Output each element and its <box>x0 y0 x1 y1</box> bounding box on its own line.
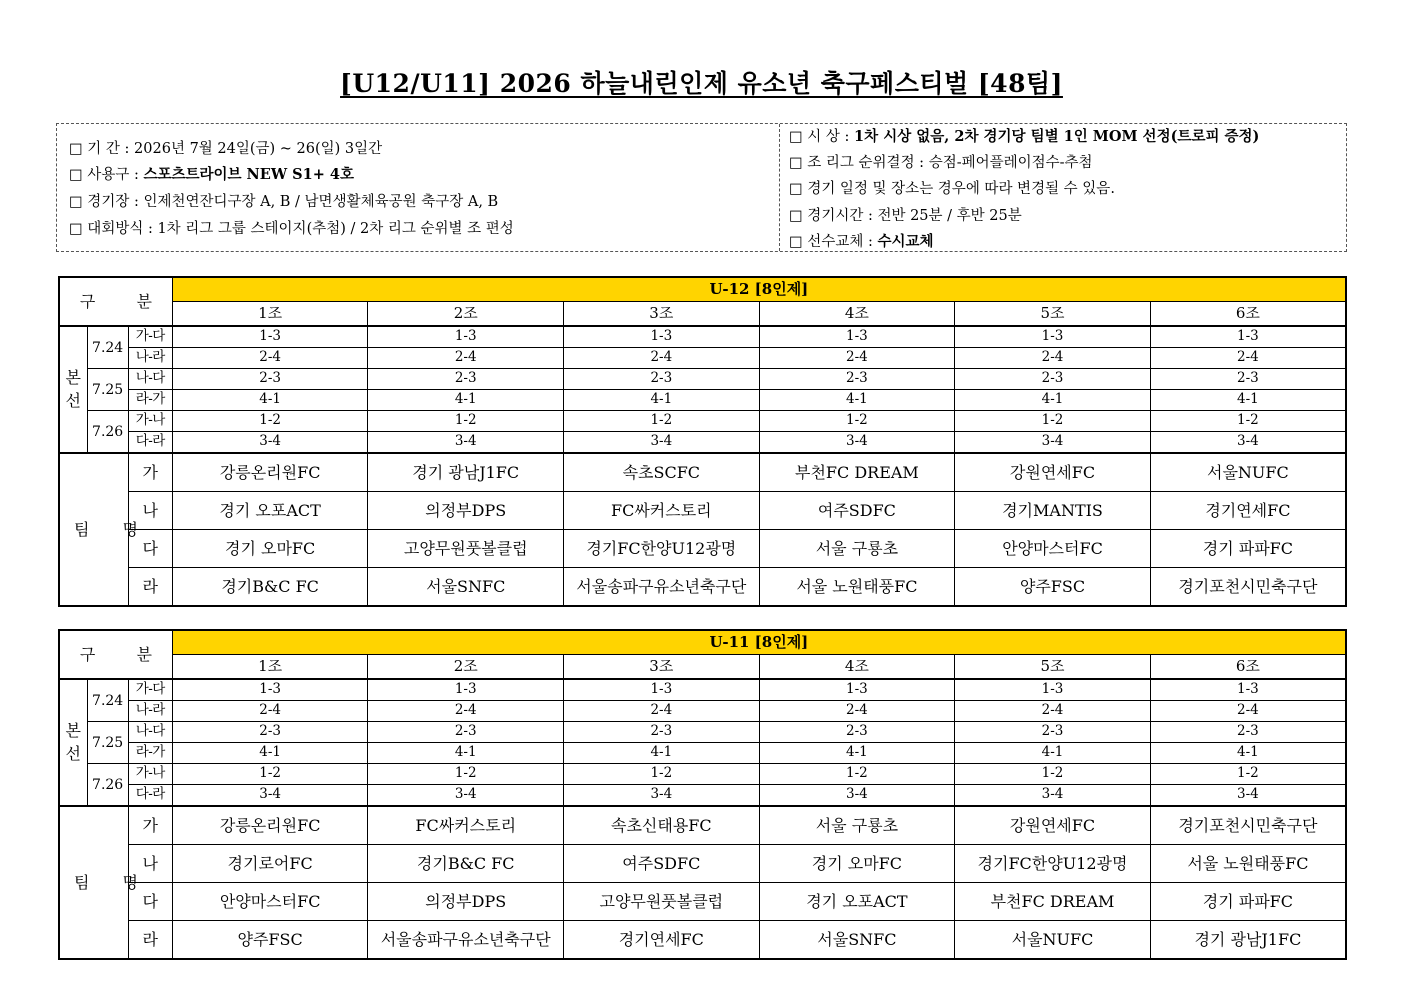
team-letter: 라 <box>128 921 172 960</box>
gubun-header: 구 분 <box>59 630 172 679</box>
team-name: 의정부DPS <box>368 492 564 530</box>
gubun-header: 구 분 <box>59 277 172 326</box>
match-score: 3-4 <box>368 785 564 807</box>
match-pair: 라-가 <box>128 390 172 411</box>
info-value: 승점-페어플레이점수-추첨 <box>928 155 1093 171</box>
match-score: 2-4 <box>955 701 1151 722</box>
match-score: 2-3 <box>172 369 368 390</box>
match-pair: 다-라 <box>128 432 172 454</box>
info-label: □ 경기시간 : <box>789 208 878 224</box>
info-line <box>789 230 933 251</box>
team-name: 경기 오마FC <box>759 845 955 883</box>
team-name: 경기포천시민축구단 <box>1150 806 1346 845</box>
match-score: 1-2 <box>564 411 760 432</box>
info-line <box>789 204 1022 225</box>
info-label: □ 대회방식 : <box>69 221 158 237</box>
info-value: 전반 25분 / 후반 25분 <box>877 208 1022 224</box>
info-label: □ 조 리그 순위결정 : <box>789 155 929 171</box>
match-score: 1-3 <box>368 679 564 701</box>
match-pair: 가-나 <box>128 764 172 785</box>
match-score: 1-2 <box>1150 764 1346 785</box>
match-score: 1-2 <box>955 411 1151 432</box>
match-score: 2-4 <box>172 348 368 369</box>
match-score: 2-4 <box>564 701 760 722</box>
match-score: 2-3 <box>955 722 1151 743</box>
u11-schedule-table <box>58 629 1347 960</box>
match-score: 4-1 <box>1150 743 1346 764</box>
match-score: 2-3 <box>368 722 564 743</box>
page-title: [U12/U11] 2026 하늘내린인제 유소년 축구페스티벌 [48팀] <box>340 69 1063 98</box>
match-score: 1-2 <box>955 764 1151 785</box>
match-score: 3-4 <box>955 785 1151 807</box>
match-score: 1-3 <box>955 326 1151 348</box>
match-score: 1-2 <box>759 411 955 432</box>
team-name: 경기 오포ACT <box>759 883 955 921</box>
division-header: U-11 [8인제] <box>172 630 1346 655</box>
match-score: 2-3 <box>759 369 955 390</box>
team-letter: 나 <box>128 492 172 530</box>
team-name: 양주FSC <box>955 568 1151 607</box>
match-score: 2-3 <box>1150 722 1346 743</box>
team-name: 경기 파파FC <box>1150 883 1346 921</box>
team-name: 경기연세FC <box>564 921 760 960</box>
team-name: 경기 광남J1FC <box>1150 921 1346 960</box>
group-header: 3조 <box>564 302 760 327</box>
info-box <box>56 123 1347 252</box>
team-name: 경기FC한양U12광명 <box>955 845 1151 883</box>
info-label: □ <box>789 181 808 197</box>
info-divider <box>779 124 780 251</box>
match-score: 2-4 <box>368 701 564 722</box>
match-score: 2-4 <box>1150 701 1346 722</box>
match-score: 3-4 <box>564 785 760 807</box>
match-score: 2-3 <box>955 369 1151 390</box>
team-name: 경기연세FC <box>1150 492 1346 530</box>
match-score: 3-4 <box>955 432 1151 454</box>
match-score: 3-4 <box>172 432 368 454</box>
team-name: 서울NUFC <box>955 921 1151 960</box>
group-header: 4조 <box>759 655 955 680</box>
team-name: 서울NUFC <box>1150 453 1346 492</box>
match-pair: 다-라 <box>128 785 172 807</box>
match-score: 4-1 <box>759 390 955 411</box>
info-value: 1차 리그 그룹 스테이지(추첨) / 2차 리그 순위별 조 편성 <box>157 221 514 237</box>
match-date: 7.24 <box>87 326 128 369</box>
info-label: □ 경기장 : <box>69 194 144 210</box>
group-header: 2조 <box>368 655 564 680</box>
team-letter: 나 <box>128 845 172 883</box>
group-header: 6조 <box>1150 655 1346 680</box>
match-score: 1-2 <box>1150 411 1346 432</box>
info-line <box>69 137 382 158</box>
match-score: 3-4 <box>1150 785 1346 807</box>
team-name: 서울송파구유소년축구단 <box>564 568 760 607</box>
match-score: 4-1 <box>172 390 368 411</box>
info-value: 인제천연잔디구장 A, B / 남면생활체육공원 축구장 A, B <box>143 194 499 210</box>
team-name: 강릉온리원FC <box>172 806 368 845</box>
match-score: 2-3 <box>759 722 955 743</box>
team-name-label: 팀 명 <box>59 806 128 959</box>
team-name: 양주FSC <box>172 921 368 960</box>
match-score: 1-3 <box>564 326 760 348</box>
team-name: 고양무원풋볼클럽 <box>564 883 760 921</box>
team-name: FC싸커스토리 <box>368 806 564 845</box>
team-name: 강릉온리원FC <box>172 453 368 492</box>
match-score: 3-4 <box>759 432 955 454</box>
group-header: 4조 <box>759 302 955 327</box>
match-score: 2-4 <box>564 348 760 369</box>
match-score: 2-3 <box>564 369 760 390</box>
match-score: 3-4 <box>1150 432 1346 454</box>
match-date: 7.25 <box>87 722 128 764</box>
info-label: □ 선수교체 : <box>789 234 878 250</box>
match-score: 4-1 <box>955 743 1151 764</box>
match-pair: 나-라 <box>128 701 172 722</box>
team-name: 경기MANTIS <box>955 492 1151 530</box>
match-score: 3-4 <box>172 785 368 807</box>
group-header: 1조 <box>172 655 368 680</box>
team-name: 경기 오포ACT <box>172 492 368 530</box>
team-name: 의정부DPS <box>368 883 564 921</box>
team-name: 안양마스터FC <box>172 883 368 921</box>
match-score: 4-1 <box>955 390 1151 411</box>
match-score: 4-1 <box>368 390 564 411</box>
group-header: 3조 <box>564 655 760 680</box>
match-score: 1-3 <box>172 679 368 701</box>
info-label: □ 기 간 : <box>69 141 135 157</box>
team-name-label: 팀 명 <box>59 453 128 606</box>
match-score: 4-1 <box>564 390 760 411</box>
team-letter: 다 <box>128 883 172 921</box>
bonseon-label: 본 선 <box>59 326 87 453</box>
group-header: 5조 <box>955 655 1151 680</box>
team-name: 부천FC DREAM <box>759 453 955 492</box>
match-date: 7.24 <box>87 679 128 722</box>
group-header: 6조 <box>1150 302 1346 327</box>
u12-schedule-table <box>58 276 1347 607</box>
match-score: 2-3 <box>172 722 368 743</box>
group-header: 5조 <box>955 302 1151 327</box>
match-date: 7.26 <box>87 411 128 454</box>
team-letter: 가 <box>128 453 172 492</box>
match-score: 1-2 <box>759 764 955 785</box>
team-name: 속초신태용FC <box>564 806 760 845</box>
match-score: 2-3 <box>1150 369 1346 390</box>
team-name: 서울SNFC <box>368 568 564 607</box>
match-score: 3-4 <box>564 432 760 454</box>
match-score: 4-1 <box>1150 390 1346 411</box>
team-name: 속초SCFC <box>564 453 760 492</box>
match-score: 3-4 <box>368 432 564 454</box>
info-value: 스포츠트라이브 NEW S1+ 4호 <box>143 166 355 183</box>
match-pair: 가-다 <box>128 326 172 348</box>
team-name: 강원연세FC <box>955 453 1151 492</box>
team-name: 경기 광남J1FC <box>368 453 564 492</box>
team-name: 서울 구룡초 <box>759 530 955 568</box>
match-pair: 라-가 <box>128 743 172 764</box>
match-score: 1-3 <box>368 326 564 348</box>
match-score: 1-3 <box>1150 679 1346 701</box>
info-line <box>69 190 498 211</box>
team-name: 경기FC한양U12광명 <box>564 530 760 568</box>
match-score: 4-1 <box>759 743 955 764</box>
group-header: 1조 <box>172 302 368 327</box>
team-name: 안양마스터FC <box>955 530 1151 568</box>
team-letter: 다 <box>128 530 172 568</box>
match-score: 1-3 <box>564 679 760 701</box>
match-pair: 나-다 <box>128 722 172 743</box>
match-score: 1-2 <box>368 411 564 432</box>
match-score: 3-4 <box>759 785 955 807</box>
team-name: 서울송파구유소년축구단 <box>368 921 564 960</box>
team-letter: 라 <box>128 568 172 607</box>
match-score: 4-1 <box>368 743 564 764</box>
info-value: 1차 시상 없음, 2차 경기당 팀별 1인 MOM 선정(트로피 증정) <box>854 128 1260 145</box>
match-date: 7.25 <box>87 369 128 411</box>
match-score: 1-3 <box>955 679 1151 701</box>
match-pair: 나-라 <box>128 348 172 369</box>
match-score: 4-1 <box>172 743 368 764</box>
team-name: 고양무원풋볼클럽 <box>368 530 564 568</box>
team-name: 경기 오마FC <box>172 530 368 568</box>
team-name: 경기포천시민축구단 <box>1150 568 1346 607</box>
team-name: 부천FC DREAM <box>955 883 1151 921</box>
info-line <box>789 151 1093 172</box>
info-line <box>69 217 514 238</box>
match-score: 1-3 <box>759 326 955 348</box>
match-pair: 가-다 <box>128 679 172 701</box>
match-score: 2-4 <box>1150 348 1346 369</box>
team-name: 서울 노원태풍FC <box>759 568 955 607</box>
match-score: 1-3 <box>172 326 368 348</box>
team-name: 서울 구룡초 <box>759 806 955 845</box>
match-date: 7.26 <box>87 764 128 807</box>
match-score: 2-4 <box>759 348 955 369</box>
match-score: 1-2 <box>564 764 760 785</box>
match-score: 1-2 <box>172 764 368 785</box>
info-label: □ 시 상 : <box>789 129 855 145</box>
team-name: 서울 노원태풍FC <box>1150 845 1346 883</box>
match-score: 2-3 <box>368 369 564 390</box>
match-score: 1-2 <box>172 411 368 432</box>
info-value: 수시교체 <box>877 233 934 250</box>
match-score: 4-1 <box>564 743 760 764</box>
team-name: 여주SDFC <box>564 845 760 883</box>
team-name: 경기 파파FC <box>1150 530 1346 568</box>
match-pair: 나-다 <box>128 369 172 390</box>
team-letter: 가 <box>128 806 172 845</box>
info-value: 경기 일정 및 장소는 경우에 따라 변경될 수 있음. <box>807 181 1115 197</box>
match-score: 2-4 <box>172 701 368 722</box>
group-header: 2조 <box>368 302 564 327</box>
team-name: 경기로어FC <box>172 845 368 883</box>
info-line <box>69 163 354 184</box>
team-name: 강원연세FC <box>955 806 1151 845</box>
info-line <box>789 177 1115 198</box>
match-score: 2-4 <box>759 701 955 722</box>
info-value: 2026년 7월 24일(금) ~ 26(일) 3일간 <box>134 141 383 157</box>
match-score: 1-3 <box>1150 326 1346 348</box>
match-score: 2-3 <box>564 722 760 743</box>
team-name: 경기B&C FC <box>172 568 368 607</box>
match-score: 2-4 <box>368 348 564 369</box>
info-label: □ 사용구 : <box>69 167 144 183</box>
team-name: FC싸커스토리 <box>564 492 760 530</box>
match-score: 2-4 <box>955 348 1151 369</box>
info-line <box>789 125 1259 146</box>
match-score: 1-2 <box>368 764 564 785</box>
division-header: U-12 [8인제] <box>172 277 1346 302</box>
team-name: 여주SDFC <box>759 492 955 530</box>
team-name: 경기B&C FC <box>368 845 564 883</box>
team-name: 서울SNFC <box>759 921 955 960</box>
bonseon-label: 본 선 <box>59 679 87 806</box>
match-score: 1-3 <box>759 679 955 701</box>
match-pair: 가-나 <box>128 411 172 432</box>
